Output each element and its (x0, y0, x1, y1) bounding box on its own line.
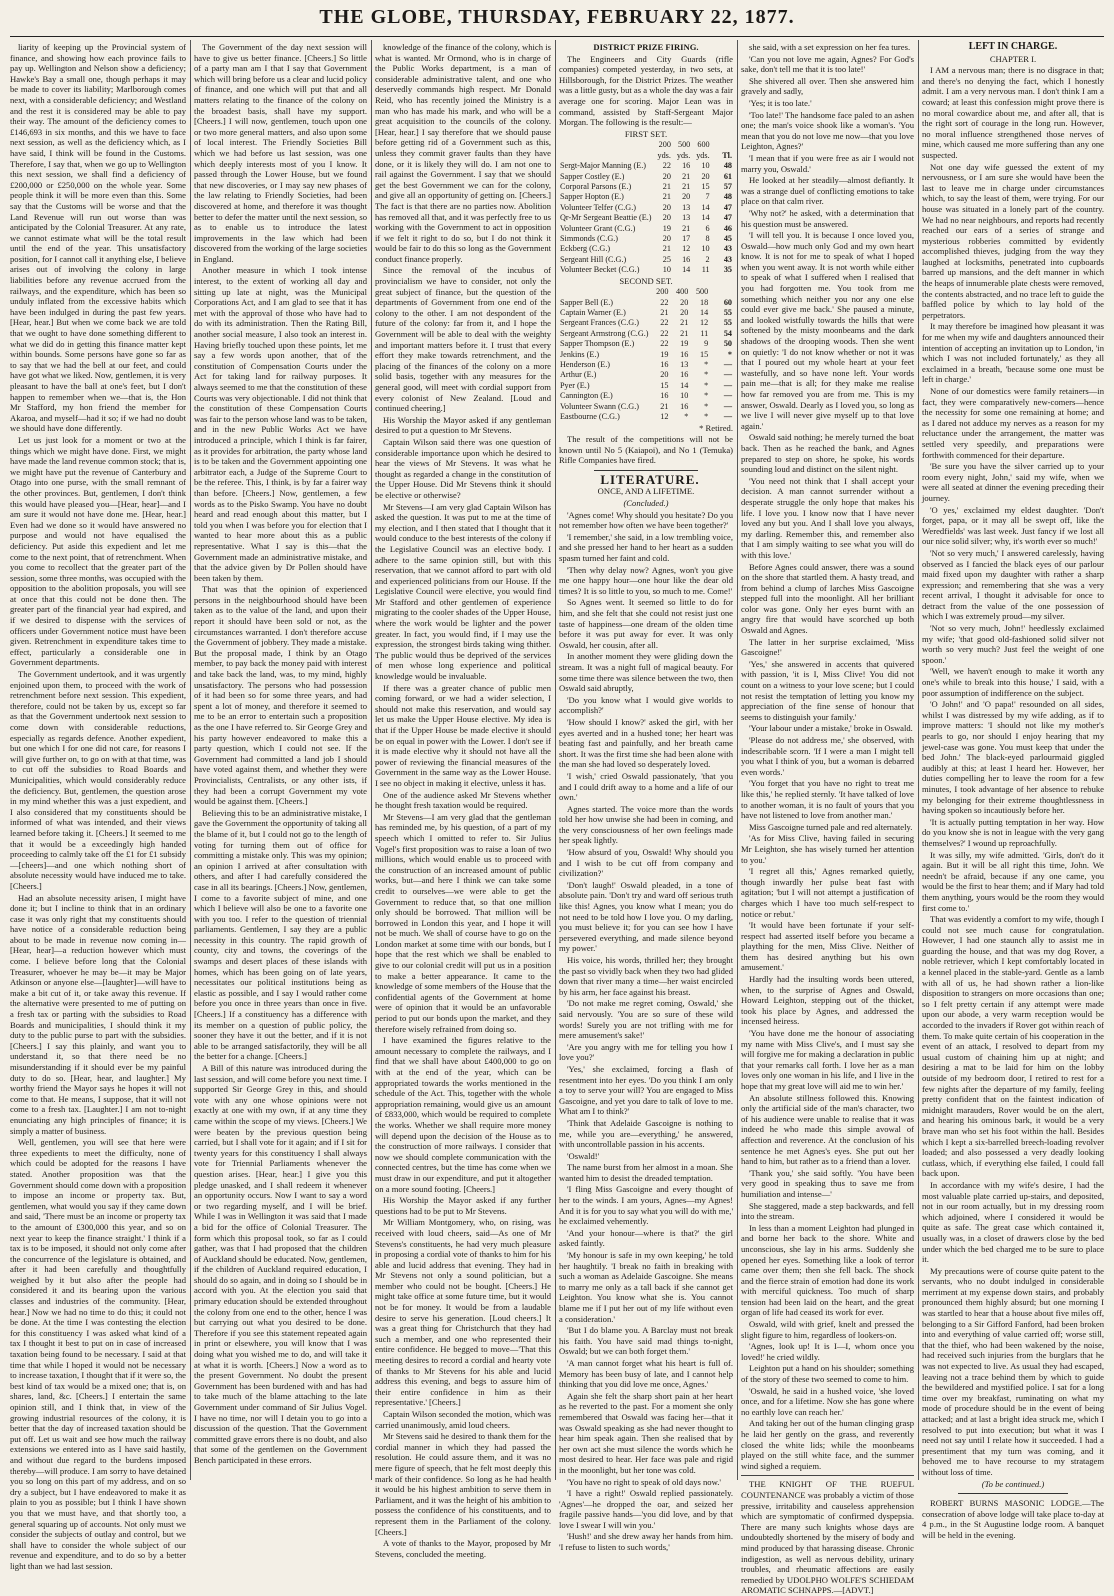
paragraph: 'O yes,' exclaimed my eldest daughter. 'Don't forget, papa, or it may all be swept off, like the Weredfields' was last week. Just fancy if we lost all our nice solid silver; why, it's worth ever so much!' (922, 504, 1104, 547)
table-header-row (559, 140, 733, 150)
table-cell: — (723, 401, 732, 411)
table-cell: — (723, 391, 732, 401)
table-cell: 16 (680, 349, 689, 359)
table-row (559, 234, 733, 244)
table-cell: Sapper Bell (E.) (560, 297, 613, 307)
table-row (559, 298, 733, 308)
paragraph: The result of the competitions will not be known until No 5 (Kaiapoi), and No 1 (Temuka) Rifle Companies have fired. (559, 434, 733, 466)
table-cell: 20 (662, 234, 671, 243)
table-cell: 50 (723, 339, 732, 349)
table-row (559, 192, 733, 202)
second-set-heading: SECOND SET. (619, 275, 673, 286)
table-cell: 20 (662, 171, 671, 181)
table-cell: 21 (660, 401, 669, 411)
table-row (559, 329, 733, 339)
table-cell: Volunteer Becket (C.G.) (560, 265, 640, 275)
table-cell: 20 (680, 297, 689, 307)
column-header: 500 (677, 140, 691, 150)
table-cell: 12 (682, 244, 691, 254)
table-cell: 14 (682, 265, 691, 275)
table-cell: Volunteer Swann (C.G.) (560, 401, 639, 411)
paragraph: 'A man cannot forget what his heart is full of. Memory has been busy of late, and I cannot help thinking that you did love me once, Agnes.' (559, 1357, 733, 1390)
divider (594, 470, 698, 471)
table-row (559, 182, 733, 192)
table-row (559, 412, 733, 422)
paragraph: 'Oswald!' (567, 1150, 600, 1161)
table-row (559, 381, 733, 391)
table-row (559, 360, 733, 370)
table-cell: Sergeant Frances (C.G.) (560, 318, 639, 328)
paragraph: 'Then why delay now? Agnes, won't you give me one happy hour—one hour like the dear old times? It is so little to you, so much to me. Come!' (559, 564, 733, 596)
column-separator (555, 40, 556, 1480)
paragraph: 'Be sure you have the silver carried up to your room every night, John,' said my wife, when we were all seated at dinner the evening preceding their journey. (922, 461, 1104, 503)
table-cell: Cannington (E.) (560, 391, 613, 401)
paragraph: 'My honour is safe in my own keeping,' he told her haughtily. 'I break no faith in breaking with such a woman as Adelaide Gascoigne. She means to marry me only as a tall back if she cannot get Leighton. You know what she is. You cannot blame me if I put her out of my life without even a consideration.' (559, 1250, 733, 1324)
paragraph: 'Why not?' he asked, with a determination that his question must be answered. (741, 207, 914, 229)
table-cell: Sergeant Armstrong (C.G.) (560, 328, 649, 338)
paragraph: 'Hush!' and she drew away her hands from him. 'I refuse to listen to such words,' (559, 1531, 733, 1553)
paragraph: Mr Stevens—I am very glad Captain Wilson has asked the question. It was put to me at the time of my election, and I then stated that I thought that it would conduce to the best interests of the colony if the Legislative Council was an elective body. I adhere to the same opinion still, but with this reservation, that we cannot afford to part with old and experienced politicians from our House. If the Legislative Council were elective, you would find Mr Stafford and other gentlemen of experience migrating to the cooler shades of the Upper House, where the work would be lighter and the power greater. In fact, you would find, if I may use the expression, the strongest birds taking wing thither. The public would thus be deprived of the services of men whose long experience and political knowledge would be invaluable. (375, 501, 551, 682)
paragraph: His voice, his words, thrilled her; they brought the past so vividly back when they two had glided down that river many a time—her waist encircled by his arm, her face against his breast. (559, 955, 733, 997)
column-separator (371, 40, 372, 1480)
table-cell: * (684, 412, 689, 422)
first-set-table (559, 140, 733, 275)
column-6 (922, 41, 1104, 1540)
table-cell: 15 (660, 380, 669, 390)
table-cell: 16 (682, 254, 691, 264)
table-cell: 21 (662, 192, 671, 202)
paragraph: In less than a moment Leighton had plunged in and borne her back to the shore. White and unconscious, she lay in his arms. Suddenly she opened her eyes. Something like a look of terror came over them; then she fell back. The shock and the fierce strain of emotion had done its work with merciful quickness. Too much of sharp tension had been laid on the heart, and the great organ of life had ceased its work for ever. (741, 1222, 914, 1318)
table-cell: 21 (680, 318, 689, 328)
table-cell: Volunteer Telfer (C.G.) (560, 202, 636, 212)
table-cell: 20 (662, 213, 671, 223)
paragraph: His Worship the Mayor asked if any further questions had to be put to Mr Stevens. (375, 1195, 551, 1216)
paragraph: 'How absurd of you, Oswald! Why should you and I wish to be cut off from company and civilization?' (559, 847, 733, 879)
paragraph: 'Too late!' The handsome face paled to an ashen one; the man's voice shook like a woman's. 'You mean that you do not love me now—that you love Leighton, Agnes?' (741, 109, 914, 152)
table-cell: 21 (660, 308, 669, 318)
paragraph: If there was a greater chance of public men coming forward, or we had a wider selection, I should not make this reservation, and would say let us make the Upper House elective. My idea is that if the Upper House be made elective it should be on equal in power with the Lower. I don't see if it is made elective why it should not have all the power of reviewing the financial measures of the Government in the same way as the Lower House. I see no object in making it elective, unless it has. (375, 682, 551, 788)
table-cell: 13 (680, 360, 689, 370)
paragraph: Another measure in which I took intense interest, to the extent of working all day and sitting up late at night, was the Municipal Corporations Act, and I am glad to see that it has met with the approval of those who have had to do with its administration. Then the Rating Bill, another social measure, I also took an interest in. Having briefly touched upon these points, let me say a few words upon another, that of the constitution of Compensation Courts under the Act for taking land for railway purposes. It always seemed to me that the constitution of these Courts was very objectionable. I did not think that the constitution of these Compensation Courts was fair to the person whose land was to be taken, and in the new Public Works Act we have introduced a principle, which I think is far fairer, as it provides for arbitration, the party whose land is to be taken and the Government appointing one arbitrator each, a Judge of the Supreme Court to be the referee. This, I think, is by far a fairer way than before. [Cheers.] Now, gentlemen, a few words as to the Pisko Swamp. You have no doubt heard and read enough about this matter, but I told you when I was before you for election that I wanted to hear more about this as a public representative. What I say is this—that the Government made an administrative mistake, and that the advice given by Dr Pollen should have been taken by them. (194, 265, 367, 583)
table-cell: 10 (701, 161, 710, 171)
table-cell: Simmonds (C.G.) (560, 234, 619, 243)
paragraph: 'I remember,' she said, in a low trembling voice, and she pressed her hand to her heart as a sudden spasm turned her faint and cold. (559, 531, 733, 564)
paragraph: Agnes started. The voice more than the words told her how unwise she had been in coming, and the very consciousness of her own feelings made her speak lightly. (559, 803, 733, 846)
paragraph: 'I regret all this,' Agnes remarked quietly, though inwardly her pulse beat fast with agitation; 'but I will not attempt a justification of charges which I have too much self-respect to notice or rebut.' (741, 866, 914, 919)
paragraph: Well, gentlemen, you will see that here were three expedients to meet the difficulty, none of which could be adopted for the reasons I have stated. Another proposition was that the Government should come down with a proposition to impose an income or property tax. But, gentlemen, what would you say if they came down and said, 'There must be an income or property tax to the amount of £300,000 this year, and so on next year to keep the finance straight.' I think if a tax is to be imposed, it should not only come after the concurrence of the legislature is obtained, and after it had been carefully and thoughtfully weighed by it but also after the people had considered it and its bearing upon the various classes and industries of the community. [Hear, hear.] Now we had no time to do this; it could not be done. At the time I was contesting the election for this constituency I was asked what kind of a tax I thought it best to put on in case of increased taxation being found to be necessary. I said at that time that while I hoped it would not be necessary to increase taxation, I thought that if it were so, the best kind of tax would be a mixed one; that is, on shares, land, &c. [Cheers.] I entertain the same opinion still, and I think that, in view of the growing industrial resources of the colony, it is better that the day of increased taxation should be put off. Let us wait and see how much the railway extensions we entered into as I have said hastily, and without due regard to the burdens imposed thereby—will produce. I am sorry to have detained you so long on this part of my address, and on so dry a subject, but I have endeavored to make it as plain to you as possible; but I think I have shown you that we must have, and that shortly too, a general squaring up of accounts. Not only must we consider the subjects of outlay and control, but we shall have to consider the whole subject of our revenue and expenditure, and to do so by a better light than we had last session. (10, 1137, 186, 1571)
paragraph: Captain Wilson said there was one question of considerable importance upon which he desired to hear the views of Mr Stevens. It was what he thought as regarded a change in the constitution of the Upper House. Did Mr Stevens think it should be elective or otherwise? (375, 436, 551, 500)
table-cell: 10 (662, 265, 671, 275)
table-row (559, 265, 733, 275)
table-cell: 14 (680, 380, 689, 390)
table-cell: Jenkins (E.) (560, 349, 600, 359)
paragraph: A vote of thanks to the Mayor, proposed by Mr Stevens, concluded the meeting. (375, 1538, 551, 1559)
table-cell: 47 (723, 213, 732, 223)
paragraph: Again she felt the sharp short pain at her heart as he reverted to the past. For a moment she only remembered that Oswald was facing her—that it was Oswald speaking as she had never thought to hear him speak again. Then she realised that by her own act she must silence the words which he most desired to hear. Her face was pale and rigid in the moonlight, but her tone was cold. (559, 1390, 733, 1475)
table-cell: 22 (660, 328, 669, 338)
table-row (559, 339, 733, 349)
paragraph: 'How should I know?' asked the girl, with her eyes averted and in a hushed tone; her heart was beating fast and painfully, and her breath came short. It was the first time she had been alone with the man she had loved so desperately loved. (559, 716, 733, 770)
column-header: 200 (656, 287, 669, 297)
table-cell: * (704, 401, 709, 411)
paragraph: 'Do you know what I would give worlds to accomplish?' (559, 694, 733, 716)
table-cell: 22 (660, 339, 669, 349)
column-header: 600 (697, 140, 710, 150)
table-row (559, 224, 733, 234)
table-cell: Sapper Hopton (E.) (560, 192, 624, 202)
paragraph: Believing this to be an administrative mistake, I gave the Government the opportunity of taking all the blame of it, but I could not go to the length of voting for turning them out of office for committing a mistake only. This was my opinion; an opinion I arrived at after consultation with others, and after I had carefully considered the case in all its bearings. [Cheers.] Now, gentlemen, I come to a favorite subject of mine, and one which I believe will also be one to a favorite one with you too. I refer to the question of triennial parliaments. Gentlemen, I say they are a public necessity in this country. The rapid growth of county, city and towns, the coverings of the swamps and desert places of these islands with homes, which has been going on of late years, necessitates our political institutions being as elastic as possible, and I say I would rather come before you once in three years than once in five. [Cheers.] If a constituency has a difference with its member on a question of public policy, the sooner they have it out the better, and if it is not able to be arranged satisfactorily, they will be all the better for a change. [Cheers.] (194, 807, 367, 1062)
paragraph: 'I fling Miss Gascoigne and every thought of her to the winds. I am yours, Agnes—my Agnes! And it is for you to say what you will do with me,' he exclaimed vehemently. (559, 1184, 733, 1227)
table-cell: 21 (682, 223, 691, 233)
table-cell: 19 (680, 339, 689, 349)
table-cell: — (723, 380, 732, 390)
paragraph: Hardly had the insulting words been uttered, when, to the surprise of Agnes and Oswald, Howard Leighton, stepping out of the thicket, took his place by Agnes, and addressed the incensed heiress. (741, 974, 914, 1027)
table-row (559, 161, 733, 171)
paragraph: Miss Gascoigne turned pale and red alternately. (749, 821, 913, 832)
table-cell: 20 (660, 370, 669, 380)
table-cell: 16 (660, 391, 669, 401)
table-cell: 11 (700, 328, 709, 338)
table-cell: Henderson (E.) (560, 360, 611, 370)
paragraph: Leighton put a hand on his shoulder; something of the story of these two seemed to come to him. (741, 1363, 914, 1385)
paragraph: I have examined the figures relative to the amount necessary to complete the railways, and I find that we shall have about £400,000 to go on with at the end of the year, which can be appropriated towards the works mentioned in the schedule of the Act. This, together with the whole appropriation remaining, would give us an amount of £833,000, which would be required to complete the works. Whether we shall require more money will depend upon the decision of the House as to the construction of more railways. I consider that now we should complete communication with the connected centres, but the time has come when we must draw in our expenditure, and put it altogether on a more sound footing. [Cheers.] (375, 1035, 551, 1194)
table-cell: * (704, 412, 709, 422)
table-row (559, 244, 733, 254)
paragraph: 'Yes; it is too late.' (749, 97, 812, 108)
table-cell: 21 (682, 181, 691, 191)
table-cell: 55 (723, 308, 732, 318)
paragraph: A Bill of this nature was introduced during the last session, and will come before you next time. I supported Sir George Grey in this, and should vote with any one whose opinions were not exactly at one with my own, if at any time they came within the scope of my views. [Cheers.] We were beaten by the previous question being carried, but I shall vote for it again; and if I sit for twenty years for this constituency I shall always vote for Triennial Parliaments whenever the question arises. [Hear, hear.] I give you this pledge unasked, and I shall redeem it whenever an opportunity occurs. Now I want to say a word or two regarding myself, and I will be brief. While I was in Wellington it was said that I made a bid for the office of Colonial Treasurer. The form which this proposal took, so far as I could gather, was that I had proposed that the children of Auckland should be educated. Now, gentlemen, if the children of Auckland required education, I should do so again, and in doing so I should be in accord with you. At the election you said that primary education should be extended throughout the colony from one end to the other, hence I was but carrying out what you desired to be done. Therefore if you see this statement repeated again in print or elsewhere, you will know that I was doing what you wished me to do, and will take it at what it is worth. [Cheers.] Now a word as to the present Government. No doubt the present Government has been burdened with and has had to take much of the blame attaching to the late Government under command of Sir Julius Vogel. I have no time, nor will I detain you to go into a discussion of the question. That the Government committed grave errors there is no doubt, and also that some of the gentlemen on the Government Bench participated in these errors. (194, 1063, 367, 1465)
column-separator (918, 40, 919, 1480)
table-cell: 21 (680, 328, 689, 338)
paragraph: 'Can you not love me again, Agnes? For God's sake, don't tell me that it is too late!' (741, 53, 914, 75)
table-header-row (559, 151, 733, 161)
paragraph: 'Thank you,' she said softly. 'You have been very good in speaking thus to save me from humiliation and intense—' (741, 1167, 914, 1199)
column-header: yds. (657, 150, 671, 160)
table-cell: Arthur (E.) (560, 370, 597, 380)
paragraph: 'I mean that if you were free as air I would not marry you, Oswald.' (741, 152, 914, 174)
table-row (559, 402, 733, 412)
table-cell: 16 (660, 360, 669, 370)
table-cell: — (723, 370, 732, 380)
table-cell: * (727, 349, 732, 359)
paragraph: 'I have a right!' Oswald replied passionately. 'Agnes'—he dropped the oar, and seized her fragile passive hands—'you did love, and by that love I swear I will win you.' (559, 1488, 733, 1530)
table-cell: 14 (701, 213, 710, 223)
paragraph: 'You forget that you have no right to treat me like this,' he replied sternly. 'It have talked of love to another woman, it is no fault of yours that you have not listened to love from another man.' (741, 778, 914, 821)
table-cell: Eastbourne (C.G.) (560, 412, 620, 422)
divider (958, 1493, 1067, 1494)
column-header: 400 (676, 287, 689, 297)
table-cell: Sergeant Hill (C.G.) (560, 254, 627, 264)
table-cell: 11 (701, 265, 710, 275)
paragraph: The Engineers and City Guards (rifle companies) competed yesterday, in two sets, at Hillsborough, for the District Prizes. The weather was a little gusty, but as a whole the day was a fair average one for scoring. Major Lean was in command, assisted by Staff-Sergeant Major Morgan. The following is the result:— (559, 53, 733, 128)
newspaper-title: THE GLOBE, THURSDAY, FEBRUARY 22, 1877. (319, 6, 795, 28)
table-cell: 20 (701, 171, 710, 181)
story-body (559, 510, 733, 1553)
table-cell: 54 (723, 328, 732, 338)
table-cell: 22 (660, 297, 669, 307)
paragraph: He looked at her steadily—almost defiantly. It was a strange duel of conflicting emotions to take place on that calm river. (741, 175, 914, 207)
paragraph: In accordance with my wife's desire, I had the most valuable plate carried up-stairs, and deposited, not in our room actually, but in my dressing room which adjoined, where I considered it would be quite as safe. The great case which contained it, usually was, in a closet of drawers close by the bed under which the bed charged me to be sure to place it. (922, 1179, 1104, 1265)
table-cell: 9 (704, 339, 709, 349)
paragraph: Captain Wilson seconded the motion, which was carried unanimously, amid loud cheers. (375, 1409, 551, 1430)
paragraph: Had an absolute necessity arisen, I might have done it; but I incline to think that in an ordinary case it was only right that my constituents should have notice of a considerable reduction being about to be made in revenue now coming in—[Hear, hear]—a reduction however which must come. I believe before long that the Colonial Treasurer, whoever he may be—it may be Major Atkinson or anyone else—[laughter]—will have to make a bit cut of it, or take away this revenue. If the alternative were presented to me of putting on a fresh tax or parting with the subsidies to Road Boards and municipalities, I should think it my duty to the public purse to part with the subsidies. [Cheers.] I say this plainly, and want you to understand it, so that there need be no misunderstanding if it should ever be my painful duty to do so. [Hear, hear, and laughter.] My worthy friend the Mayor says he hopes it will not come to that. He means, I suppose, that it will not come to a fresh tax. [Laughter.] I am not to-night enunciating any high principles of finance; it is simply a matter of business. (10, 892, 186, 1136)
table-cell: 14 (701, 202, 710, 212)
table-cell: — (723, 412, 732, 422)
table-cell: Sapper Thompson (E.) (560, 339, 635, 349)
table-cell: 20 (680, 308, 689, 318)
paragraph: Oswald said nothing; he merely turned the boat back. Then as he reached the bank, and Agnes prepared to step on shore, he spoke, his words sounding loud and distinct on the silent night. (741, 432, 914, 475)
table-cell: 20 (682, 192, 691, 202)
table-cell: 16 (682, 161, 691, 171)
paragraph: His Worship the Mayor asked if any gentleman desired to put a question to Mr Stevens. (375, 414, 551, 436)
paragraph: 'Do not make me regret coming, Oswald,' she said nervously. 'You are so sure of these wild words! Surely you are not trifling with me for mere amusement's sake!' (559, 998, 733, 1041)
table-cell: 12 (660, 412, 669, 422)
table-cell: 45 (723, 234, 732, 243)
table-cell: 57 (723, 181, 732, 191)
concluded-note: (Concluded.) (623, 498, 669, 509)
table-row (559, 255, 733, 265)
paragraph: 'Agnes come! Why should you hesitate? Do you not remember how often we have been together?' (559, 509, 733, 531)
retired-note: * Retired. (699, 422, 733, 433)
table-cell: 43 (723, 244, 732, 254)
paragraph: The Government undertook, and it was urgently enjoined upon them, to proceed with the work of retrenchment before next session. This expedient, therefore, could not be taken by us, except so far as that the Government undertook next session to come down with considerable reductions, especially as regards defence. Another expedient, but one which I for one did not care, for reasons I will give further on, to go on with at that time, was to cut off the subsidies to Road Boards and Municipalities, which would considerably reduce the deficiency. But, gentlemen, the question arose in my mind whether this was a just expedient, and I also considered that my constituents should be informed of what was intended, and their views learned before taking it. [Cheers.] It seemed to me that it would be a exceedingly high handed proceeding to calmly take off the £1 for £1 subsidy—[cheers]—and one which nothing short of absolute necessity would have induced me to take. [Cheers.] (10, 669, 186, 891)
lodge-notice: ROBERT BURNS MASONIC LODGE.—The consecration of above lodge will take place to-day at 4 p.m., in the St Augustine lodge room. A banquet will be held in the evening. (922, 1498, 1104, 1540)
paragraph: 'Agnes, look up! It is I—I, whom once you loved!' he cried wildly. (741, 1341, 914, 1362)
paragraph: 'You have done me the honour of associating my name with Miss Clive's, and I must say she will forgive me for making a declaration in public that your remarks call forth. I love her as a man loves only one woman in his life, and I live in the hope that my great love will aid me to win her.' (741, 1028, 914, 1091)
table-cell: 25 (662, 254, 671, 264)
advertisement (741, 1475, 914, 1596)
paragraph: Before Agnes could answer, there was a sound on the shore that startled them. A hasty tread, and from behind a clump of larches Miss Gascoigne stepped full into the moonlight. All her brilliant color was gone. Only her eyes burnt with an angry fire that would have scorched up both Oswald and Agnes. (741, 561, 914, 636)
table-cell: Sapper Costley (E.) (560, 171, 625, 181)
paragraph: Let us just look for a moment or two at the things which we might have done. First, we might have made the land revenue common stock; that is, we might have put the revenue of Canterbury and Otago into one purse, with the small remnant of the other provinces. But, gentlemen, I don't think this would have pleased you—[Hear, hear]—and I am sure it would not have done me. [Hear, hear.] Even had we done so it would have answered no purpose and would not have equalised the deficiency. Put aside this expedient and let me come to the next point, that of retrenchment. When you come to recollect that the greater part of the session, some three months, was occupied with the opposition to the abolition proposals, you will see at once that this could not be done then. The greater part of the financial year had expired, and if we desired to dispense with the services of officers under Government notice must have been given. Retrenchment in expenditure takes time to effect, particularly a considerable one in Government departments. (10, 434, 186, 668)
table-cell: Eckberg (C.G.) (560, 244, 611, 254)
paragraph: The name burst from her almost in a moan. She wanted him to desist the dreaded temptation. (559, 1162, 733, 1183)
paragraph: Mr Stevens—I am very glad that the gentleman has reminded me, by his question, of a part of my speech which I omitted to refer to. Sir Julius Vogel's first proposition was to raise a loan of two millions, which would enable us to proceed with the construction of an increased amount of public works, but—and here I think we can take some credit to ourselves—we were able to get the Government to reduce that, so that one million only should be borrowed. That million will be borrowed in London this year, and I hope it will not be much. We shall of course have to go on the London market at some time with our bonds, but I hope that the rest which we shall be enabled to give to our colonial credit will put us in a position to make a better appearance. It came to the knowledge of some members of the House that the confidential agents of the Government at home were of opinion that it would be an unfavorable period to put our bonds upon the market, and they therefore wisely refrained from doing so. (375, 811, 551, 1034)
first-set-heading: FIRST SET. (624, 128, 668, 139)
table-row (559, 213, 733, 223)
table-cell: * (704, 391, 709, 401)
paragraph: 'Are you angry with me for telling you how I love you?' (559, 1041, 733, 1063)
paragraph: One of the audience asked Mr Stevens whether he thought fresh taxation would be required. (375, 789, 551, 811)
paragraph: 'Please do not address me,' she observed, with indescribable scorn. 'If I were a man I might tell you what I think of you, but a woman is debarred even words.' (741, 735, 914, 777)
table-cell: 48 (723, 161, 732, 171)
paragraph: 'It is actually putting temptation in her way. How do you know she is not in league with the very gang themselves?' I wound up reproachfully. (922, 816, 1104, 848)
table-cell: 48 (723, 192, 732, 202)
table-cell: 10 (680, 391, 689, 401)
table-cell: — (723, 360, 732, 370)
table-cell: Qr-Mr Sergeant Beattie (E.) (560, 213, 652, 223)
table-cell: Pyer (E.) (560, 380, 590, 390)
table-cell: 46 (723, 223, 732, 233)
paragraph: None of our domestics were family retainers—in fact, they were comparatively new-comers—hence the necessity for some one remaining at home; and as I dared not adduce my nerves as a reason for my reluctance under the arrangement, the matter was settled very speedily, and preparations were forthwith commenced for their departure. (922, 386, 1104, 460)
table-cell: 21 (662, 181, 671, 191)
paragraph: 'Oswald, he said in a hushed voice, 'she loved once, and for a lifetime. Now she has gone where no earthly love can reach her.' (741, 1385, 914, 1417)
column-header: 200 (658, 140, 671, 150)
paragraph: 'O John!' and 'O papa!' resounded on all sides, whilst I was distressed by my wife adding, as if to improve matters: 'I should not like my mother's pearls to go, nor should I enjoy hearing that my jewel-case was gone. You must keep that under the bed John.' The black-eyed parlourmaid giggled audibly at this; at least I heard her. However, her duties compelling her to leave the room for a few minutes, I took advantage of her absence to rebuke my belonging for their extreme thoughtlessness in having spoken so incautiously before her. (922, 699, 1104, 816)
paragraph: An absolute stillness followed this. Knowing only the artificial side of the man's character, two of his audience were unable to realise that it was indeed he who made this simple avowal of affection and reverence. At the conclusion of his sentence he met Agnes's eyes. She put out her hand to him, but rather as to a friend than a lover. (741, 1092, 914, 1167)
table-cell: Sergt-Major Manning (E.) (560, 161, 647, 171)
paragraph: 'Your labour under a mistake,' broke in Oswald. (749, 723, 913, 734)
table-cell: 18 (700, 297, 709, 307)
table-cell: Captain Warner (E.) (560, 308, 626, 318)
column-header: yds. (696, 150, 710, 160)
table-cell: 19 (660, 349, 669, 359)
second-set-table (559, 287, 733, 422)
story-title: ONCE, AND A LIFETIME. (597, 486, 695, 497)
paragraph: In another moment they were gliding down the stream. It was a night full of magical beauty. For some time there was silence between the two, then Oswald said abruptly, (559, 651, 733, 694)
table-cell: 14 (700, 308, 709, 318)
continued-note: (To be continued.) (981, 1478, 1045, 1489)
table-cell: 20 (662, 202, 671, 212)
table-cell: 47 (723, 202, 732, 212)
paragraph: knowledge of the finance of the colony, which is what is wanted. Mr Ormond, who is in charge of the Public Works department, is a man of considerable administrative talent, and one who deservedly commands high respect. Mr Donald Reid, who has recently joined the Ministry is a man who has made his mark, and who will be a great acquisition to the councils of the colony. [Hear, hear.] I say therefore that we should pause before getting rid of a Government such as this, unless they commit graver faults than they have done, or it is likely they will do. I am not one to rail against the Government. I say that we should get the best Government we can for the colony, and give all an opportunity of getting on. [Cheers.] The fact is that there are no parties now. Abolition has removed all that, and it was perfectly free to us working with the Government to act in opposition if we felt it right to do so, but I do not think it would be fair to do this so long as the Government conduct finance properly. (375, 42, 551, 264)
paragraph: 'Yes,' she answered in accents that quivered with passion, 'it is I, Miss Clive! You did not count on a witness to your love scene; but I could not resist the temptation of letting you know my appreciation of the fine sense of honour that seems to distinguish your family.' (741, 658, 914, 722)
table-row (559, 350, 733, 360)
column-5 (741, 42, 914, 1596)
table-cell: 16 (680, 401, 689, 411)
paragraph: And taking her out of the human clinging grasp he laid her gently on the grass, and reverently closed the white lids; while the moonbeams played on the still white face, and the summer wind sighed a requiem. (741, 1418, 914, 1471)
paragraph: Since the removal of the incubus of provincialism we have to consider, not only the great subject of finance, but the question of the departments of Government from one end of the colony to the other. I am not despondent of the future of the colony: far from it, and I hope the Government will be able to deal with the weighty and important matters before it. I trust that every effort they make towards retrenchment, and the placing of the finances of the colony on a more solid basis, together with any measures for the general good, will meet with cordial support from every colonist of New Zealand. [Loud and continued cheering.] (375, 265, 551, 414)
column-header: yds. (676, 150, 691, 160)
story-body (741, 42, 914, 1471)
paragraph: 'Not so very much, John!' heedlessly exclaimed my wife; 'that good old-fashioned solid silver not worth so very much? Just feel the weight of one spoon.' (922, 623, 1104, 665)
paragraph: Oswald, wild with grief, knelt and pressed the slight figure to him, regardless of lookers-on. (741, 1319, 914, 1340)
table-cell: Volunteer Grant (C.G.) (560, 223, 636, 233)
column-1 (10, 42, 186, 1571)
paragraph: It may therefore be imagined how pleasant it was for me when my wife and daughters announced their intention of accepting an invitation up to London, 'in which I was not included fortunately,' as they all exclaimed in a breath, 'because some one must be left in charge.' (922, 321, 1104, 385)
table-cell: 60 (723, 297, 732, 307)
table-cell: 55 (723, 318, 732, 328)
table-row (559, 172, 733, 182)
column-separator (737, 40, 738, 1480)
table-row (559, 308, 733, 318)
table-cell: 16 (680, 370, 689, 380)
paragraph: Mr William Montgomery, who, on rising, was received with loud cheers, said—As one of Mr Stevens's constituents, he had very much pleasure in proposing a cordial vote of thanks to him for his able and lucid address that evening. They had in Mr Stevens not only a sound politician, but a member who could not be bought. [Cheers.] He might take office at some future time, but it would not be for money. It would be from a laudable desire to serve his generation. [Loud cheers.] It was a great thing for Christchurch that they had such a member, and one who represented their entire confidence. He begged to move—'That this meeting desires to record a cordial and hearty vote of thanks to Mr Stevens for his able and lucid address this evening, and begs to assure him of their entire confidence in him as their representative.' [Cheers.] (375, 1217, 551, 1408)
serial-body (922, 65, 1104, 1477)
table-cell: 22 (662, 161, 671, 171)
advertisement-text: THE KNIGHT OF THE RUEFUL COUNTENANCE was probably a victim of those pressive, irritability and causeless apprehension which are symptomatic of confirmed dyspepsia. There are many such knights whose days are undoubtedly shortened by the misery of body and mind produced by that harassing disease. Chronic indigestion, as well as nervous debility, urinary troubles, and rheumatic affections are easily remedied by UDOLPHO WOLFE'S SCHIEDAM AROMATIC SCHNAPPS.—[ADVT.] (741, 1479, 914, 1596)
paragraph: That was that the opinion of experienced persons in the neighbourhood should have been taken as to the value of the land, and upon their report it should have been sold or not, as the circumstances warranted. I don't therefore accuse the Government of jobbery. They made a mistake. But the proposal made, I think by an Otago member, to pay back the money paid with interest and take back the land, was, to my mind, highly unsatisfactory. The persons who had possession of it had been so for some three years, and had spent a lot of money, and therefore it seemed to me to be an error to entertain such a proposition as the one I have referred to. Sir George Grey and his party however endeavored to make this a party question, which I could not see. If the Government had committed a land job I should have voted against them, and whether they were Provincialists, Centralists, or any other ists, if they had been a corrupt Government my vote would be against them. [Cheers.] (194, 584, 367, 807)
table-row (559, 203, 733, 213)
column-header: Tl. (722, 150, 732, 160)
table-cell: 19 (662, 223, 671, 233)
table-cell: 7 (705, 192, 710, 202)
paragraph: So Agnes went. It seemed so little to do for him, and she felt that she could not resist just one taste of happiness—one dream of the olden time before it was put away for ever. It was only Oswald, her cousin, after all. (559, 597, 733, 650)
table-header-row (559, 287, 733, 297)
paragraph: 'Well, we haven't enough to make it worth any one's while to break into this house,' I said, with a poor assumption of indifference on the subject. (922, 666, 1104, 698)
paragraph: The Government of the day next session will have to give us better finance. [Cheers.] So little of a party man am I that I say that Government which will bring before us a clear and lucid policy of finance, and one which will put that and all matters relating to the finance of the colony on the broadest basis, shall have my support. [Cheers.] I will now, gentlemen, touch upon one or two more general matters, and also upon some of local interest. The Friendly Societies Bill which we had before us last session, was one which deeply interests most of you I know. It passed through the Lower House, but we found that new discoveries, or I may say new phases of the law relating to Friendly Societies, had been discovered at home, and therefore it was thought better to defer the matter until the next session, so as to enable us to introduce the latest improvements in the law which had been discovered from the working of the large societies in England. (194, 42, 368, 264)
table-row (559, 391, 733, 401)
paragraph: 'Not so very much,' I answered carelessly, having observed as I fancied the black eyes of our parlour maid fixed upon my daughter with rather a sharp expression; and remembering that she was a very recent arrival, I thought it advisable for once to detract from the value of the one possession of which I was extremely proud—my silver. (922, 547, 1104, 622)
table-cell: 2 (705, 254, 710, 264)
table-cell: Corporal Parsons (E.) (560, 181, 632, 191)
table-cell: * (704, 370, 709, 380)
paragraph: 'Think that Adelaide Gascoigne is nothing to me, while you are—everything,' he answered, with uncontrollable passion in his accents. (559, 1117, 733, 1150)
table-cell: 13 (682, 202, 691, 212)
table-row (559, 370, 733, 380)
paragraph: 'But I do blame you. A Barclay must not break his faith. You have said mad things to-night, Oswald; but we can both forget them.' (559, 1325, 733, 1357)
paragraph: 'You need not think that I shall accept your decision. A man cannot surrender without a desperate struggle the only hope that makes his life. I love you. I know now that I have never loved any but you. And I shall love you always, my darling. Remember this, and remember also that I am simply waiting to see what you will do with this love.' (741, 475, 914, 560)
paragraph: she said, with a set expression on her fea tures. (749, 42, 911, 52)
paragraph: I AM a nervous man; there is no disgrace in that; and there's no denying the fact, which I honestly admit. I am a very nervous man. I don't think I am a coward; at least this confession might prove there is no moral cowardice about me, and after all, that is the right sort of courage in the long run. However, no moral influence strengthened those nerves of mine, which caused me more suffering than any one suspected. (922, 65, 1104, 160)
paragraph: 'And your honour—where is that?' the girl asked faintly. (559, 1227, 733, 1249)
column-2 (194, 42, 367, 1482)
column-3 (375, 42, 551, 1559)
paragraph: liarity of keeping up the Provincial system of finance, and showing how each province fails to pay up. Wellington and Nelson show a deficiency; Hawke's Bay a small one, though perhaps it may be made to cover its liability; Marlborough comes next, with a considerable deficiency; and Westland and the rest it is considered may be able to pay their way. The amount of the deficiency comes to £146,693 in six months, and this we have to face next session, as well as the deficiency which, as I have said, I think will be found in the Customs. Therefore, I say that, when we go up to Wellington this next session, we shall find a deficiency of £200,000 or £250,000 on the whole year. Some people think it will be more even than this. Some say that the Customs will be worse and that the Land Revenue will run out worse than was anticipated by the Colonial Treasurer. At any rate, we cannot estimate what will be the total result until the end of the year. This unsatisfactory position, for I cannot call it anything else, I believe arises out of involving the colony in large liabilities before any revenue accrued from the railways, and the expenditure, which has been so unduly inflated from the excessive habits which have been indulged in during the past few years. [Hear, hear.] But when we come back we are told that we ought to have done something different to what we did do in getting this finance matter kept within bounds. Some persons have gone so far as to say that we had the bell at our feet, and could have got what we liked. Now, gentlemen, it is very pleasant to have the ball at one's feet, but I don't happen to remember when we—that is, the Hon Mr Stafford, my hon friend the member for Akaroa, and myself—had it so; if we had no doubt we should have done differently. (10, 42, 186, 434)
prize-firing-heading: DISTRICT PRIZE FIRING. (593, 42, 699, 52)
table-cell: 13 (682, 213, 691, 223)
column-4 (559, 42, 733, 1553)
paragraph: Not one day wife guessed the extent of my nervousness, or I am sure she would have been the last to leave me in charge under circumstances which, to say the least of them, were trying. For our house was situated in a lonely part of the country. We had no near neighbours, and reports had recently reached our ears of a series of strange and mysterious robberies committed by evidently accomplished thieves, judging from the way they laughed at locksmiths, penetrated into cupboards barred up mansions, and the deft manner in which the heaps of innumerable plate chests were removed, the contents abstracted, and no trace left to guide the baffled police by which to lay hold of the perpetrators. (922, 161, 1104, 320)
table-cell: 12 (700, 318, 709, 328)
paragraph: Mr Stevens said he desired to thank them for the cordial manner in which they had passed the resolution. He could assure them, and it was no mere figure of speech, that he felt most deeply this mark of their confidence. So long as he had health it would be his highest ambition to serve them in Parliament, and it was the height of his ambition to possess the confidence of his constituents, and to represent them in the Parliament of the colony. [Cheers.] (375, 1431, 551, 1537)
paragraph: My precautions were of course quite patent to the servants, who no doubt indulged in considerable merriment at my expense down stairs, and probably pronounced them highly absurd; but one morning I was startled to hear that a house about five miles off, belonging to a Sir Gifford Fanford, had been broken into and everything of value carried off; worse still, that the thief, who had been wakened by the noise, had received such injuries from the burglars that he was not expected to live. As usual they had escaped, leaving not a trace behind them by which to guide the bewildered and mystified police. I sat for a long time over my breakfast, ruminating on what my mode of procedure should be in the event of being attacked; and at last a bright idea struck me, which I resolved to put into execution; but what it was I need not say until I relate how it succeeded. I had a presentiment that my turn was coming, and it behoved me to have recourse to my stratagem without loss of time. (922, 1265, 1104, 1477)
table-cell: 15 (700, 349, 709, 359)
table-cell: 17 (682, 234, 691, 243)
table-row (559, 318, 733, 328)
paragraph: The latter in her surprise exclaimed, 'Miss Gascoigne!' (741, 636, 914, 658)
paragraph: 'I will tell you. It is because I once loved you, Oswald—how much only God and my own heart know. It is not for me to speak of what I hoped when you went away. It is not worth while either to speak of what I suffered when I realised that you had forgotten me. You took from me something which neither you nor any one else could ever give me back.' She paused a minute, and looked wistfully towards the hills that were softened by the misty moonbeams and the dark shadows of the drooping woods. Then she went on quietly: 'I do not know whether or not it was that I poured out my whole heart at your feet wastefully, and so have none left. Your words pain me—that is all; for they make me realise how far removed you are from me. This is my answer, Oswald. Dearly as I loved you, so long as we live I will never give myself up to that love again.' (741, 230, 914, 431)
table-cell: * (704, 380, 709, 390)
serial-heading: LEFT IN CHARGE. (968, 41, 1058, 52)
table-cell: 22 (660, 318, 669, 328)
literature-heading: LITERATURE. (600, 471, 700, 487)
masthead (0, 0, 1114, 34)
paragraph: That was evidently a comfort to my wife, though I could not see much cause for congratulation. However, I had one staunch ally to assist me in guarding the house, and that was my dog Rover, a noble retriever, which I kept comfortably located in a kennel placed in the stable-yard. Gentle as a lamb with all of us, he had shown rather a lion-like disposition to strangers on more occasions than one; so I felt pretty certain if any attempt were made upon our abode, a very warm reception would be accorded to the invaders if Rover got within reach of them. To make quite certain of his cooperation in the event of an attack, I resolved to depart from my usual custom of chaining him up at night; and desiring a mat to be laid for him on the lobby outside of my bedroom door, I retired to rest for a few nights after the departure of my family, feeling pretty confident that on the faintest indication of midnight marauders, Rover would be on the alert, and hearing his ominous bark, it would be a very brave man who set his foot within the hall. Besides which I kept a six-barrelled breech-loading revolver loaded; and also possessed a very deadly looking cutlass, which, if everything else failed, I could fall back upon. (922, 914, 1104, 1179)
chapter-heading: CHAPTER I. (989, 53, 1037, 64)
table-cell: 8 (705, 234, 710, 243)
table-cell: 15 (701, 181, 710, 191)
paragraph: 'As for Miss Clive, having failed in securing Mr Leighton, she has wisely turned her attention to you.' (741, 833, 914, 865)
table-cell: 61 (723, 171, 732, 181)
paragraph: It was silly, my wife admitted. 'Girls, don't do it again. But it will be all right this time, John. We needn't be afraid, because if any one came, you would be the first to hear them; and if Mary had told them anything, yours would be the room they would first come to.' (922, 849, 1104, 913)
column-separator (190, 40, 191, 1480)
paragraph: 'It would have been fortunate if your self-respect had asserted itself before you became a plaything for the men, Miss Clive. Neither of them has desired anything but his own amusement.' (741, 920, 914, 973)
masthead-rule (10, 36, 1104, 37)
table-cell: 21 (682, 171, 691, 181)
table-cell: 21 (662, 244, 671, 254)
paragraph: 'You have no right to speak of old days now.' (567, 1476, 721, 1487)
table-cell: * (704, 360, 709, 370)
paragraph: 'I wish,' cried Oswald passionately, 'that you and I could drift away to a home and a life of our own.' (559, 770, 733, 803)
table-cell: 43 (723, 254, 732, 264)
table-cell: 6 (705, 223, 710, 233)
paragraph: 'Don't laugh!' Oswald pleaded, in a tone of absolute pain. 'Don't try and ward off serious truth like this! Agnes, you know what I mean; you do not need to be told how I love you. O my darling, you must believe it; for you can see how I have persevered everything, and made silence beyond my power.' (559, 879, 733, 954)
table-cell: 35 (723, 265, 732, 275)
paragraph: She staggered, made a step backwards, and fell into the stream. (741, 1200, 914, 1222)
column-header: 500 (695, 287, 709, 297)
paragraph: 'Yes,' she exclaimed, forcing a flash of resentment into her eyes. 'Do you think I am only a toy to serve your will? You are engaged to Miss Gascoigne, and yet you dare to talk of love to me. What am I to think?' (559, 1063, 733, 1117)
paragraph: She shivered all over. Then she answered him gravely and sadly, (741, 75, 914, 97)
table-cell: 10 (701, 244, 710, 254)
